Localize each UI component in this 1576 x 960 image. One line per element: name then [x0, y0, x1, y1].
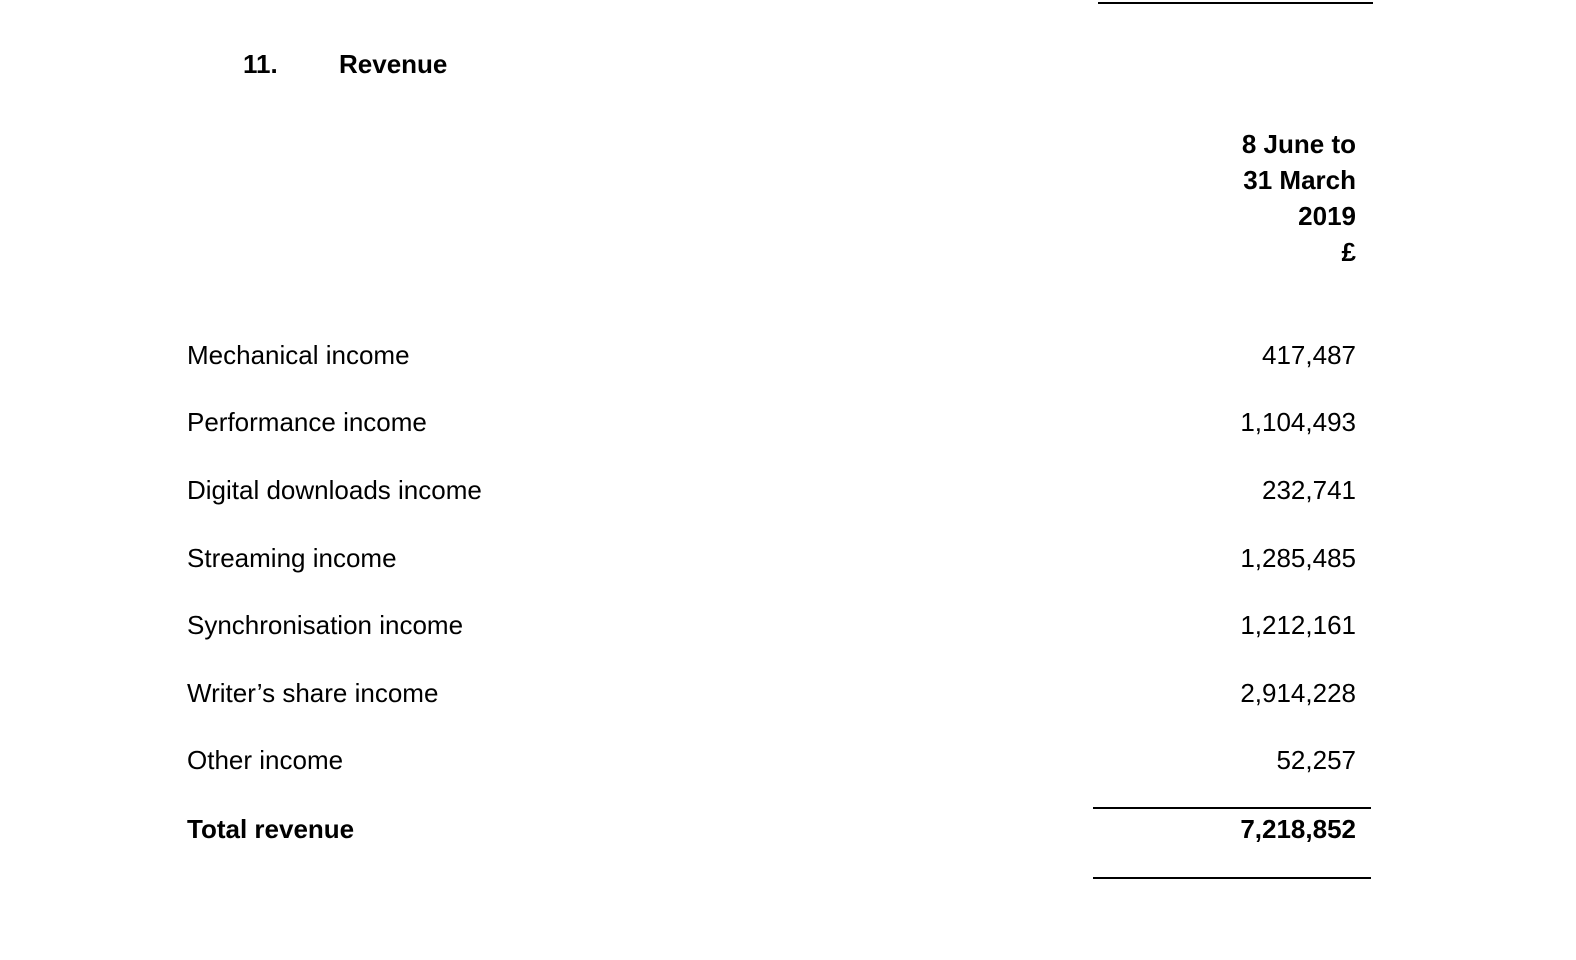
total-top-rule — [1093, 807, 1371, 809]
row-value: 2,914,228 — [1240, 678, 1356, 708]
column-header — [1242, 126, 1356, 270]
top-rule — [1098, 2, 1373, 4]
table-row-other — [187, 743, 1356, 777]
row-value: 1,285,485 — [1240, 543, 1356, 573]
total-bottom-rule — [1093, 877, 1371, 879]
row-label: Mechanical income — [187, 340, 410, 370]
column-header-line-2: 31 March — [1243, 165, 1356, 195]
row-value: 1,104,493 — [1240, 407, 1356, 437]
total-label: Total revenue — [187, 814, 355, 844]
section-number: 11. — [243, 49, 278, 79]
row-value: 52,257 — [1276, 745, 1356, 775]
row-label: Synchronisation income — [187, 610, 464, 640]
table-row-streaming — [187, 541, 1356, 575]
table-row-synchronisation — [187, 608, 1356, 642]
row-value: 417,487 — [1262, 340, 1356, 370]
column-header-line-1: 8 June to — [1241, 129, 1356, 159]
row-label: Other income — [187, 745, 344, 775]
table-row-digital-downloads — [187, 473, 1356, 507]
row-label: Digital downloads income — [187, 475, 482, 505]
table-row-total — [187, 812, 1356, 846]
column-header-currency: £ — [1341, 237, 1356, 267]
row-label: Writer’s share income — [187, 678, 439, 708]
row-label: Streaming income — [187, 543, 397, 573]
row-value: 1,212,161 — [1240, 610, 1356, 640]
section-title: Revenue — [339, 49, 448, 79]
table-row-performance — [187, 405, 1356, 439]
row-value: 232,741 — [1262, 475, 1356, 505]
table-row-mechanical — [187, 338, 1356, 372]
total-value: 7,218,852 — [1240, 814, 1356, 844]
row-label: Performance income — [187, 407, 427, 437]
table-row-writers-share — [187, 676, 1356, 710]
column-header-line-3: 2019 — [1298, 201, 1356, 231]
